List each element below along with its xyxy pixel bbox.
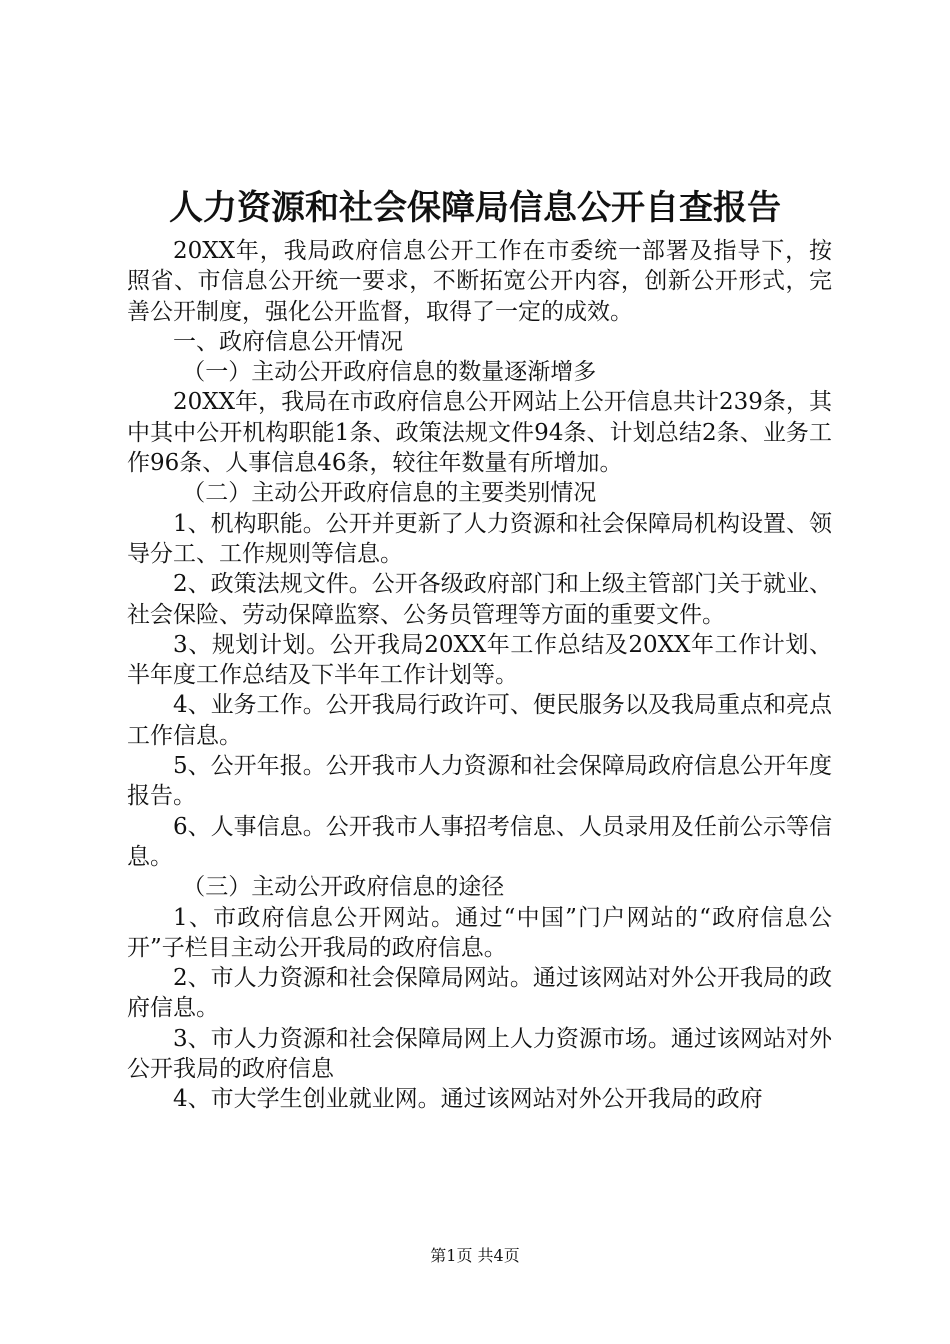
list-item-category-6: 6、人事信息。公开我市人事招考信息、人员录用及任前公示等信息。 [127, 813, 832, 870]
subsection-heading-2: （二）主动公开政府信息的主要类别情况 [182, 480, 597, 507]
paragraph-intro: 20XX年，我局政府信息公开工作在市委统一部署及指导下，按照省、市信息公开统一要求，不断拓宽公开内容，创新公开形式，完善公开制度，强化公开监督，取得了一定的成效。 [127, 238, 832, 325]
list-item-channel-1: 1、市政府信息公开网站。通过“中国”门户网站的“政府信息公开”子栏目主动公开我局的政府信息。 [127, 904, 832, 961]
list-item-channel-3: 3、市人力资源和社会保障局网上人力资源市场。通过该网站对外公开我局的政府信息 [127, 1025, 832, 1083]
subsection-heading-1: （一）主动公开政府信息的数量逐渐增多 [182, 359, 597, 386]
list-item-channel-4: 4、市大学生创业就业网。通过该网站对外公开我局的政府 [173, 1086, 763, 1113]
list-item-category-5: 5、公开年报。公开我市人力资源和社会保障局政府信息公开年度报告。 [127, 753, 832, 810]
list-item-category-1: 1、机构职能。公开并更新了人力资源和社会保障局机构设置、领导分工、工作规则等信息。 [127, 510, 832, 567]
subsection-heading-3: （三）主动公开政府信息的途径 [182, 874, 505, 901]
page-footer: 第1页 共4页 [430, 1246, 520, 1265]
list-item-category-3: 3、规划计划。公开我局20XX年工作总结及20XX年工作计划、半年度工作总结及下半年工作计划等。 [127, 631, 832, 689]
list-item-category-2: 2、政策法规文件。公开各级政府部门和上级主管部门关于就业、社会保险、劳动保障监察、公务员管理等方面的重要文件。 [127, 571, 832, 628]
list-item-category-4: 4、业务工作。公开我局行政许可、便民服务以及我局重点和亮点工作信息。 [127, 692, 832, 749]
list-item-channel-2: 2、市人力资源和社会保障局网站。通过该网站对外公开我局的政府信息。 [127, 965, 832, 1022]
paragraph-count: 20XX年，我局在市政府信息公开网站上公开信息共计239条，其中其中公开机构职能1条、政策法规文件94条、计划总结2条、业务工作96条、人事信息46条，较往年数量有所增加。 [127, 389, 832, 477]
document-body [127, 236, 832, 1115]
section-heading-1: 一、政府信息公开情况 [173, 328, 403, 355]
document-title: 人力资源和社会保障局信息公开自查报告 [169, 188, 781, 228]
